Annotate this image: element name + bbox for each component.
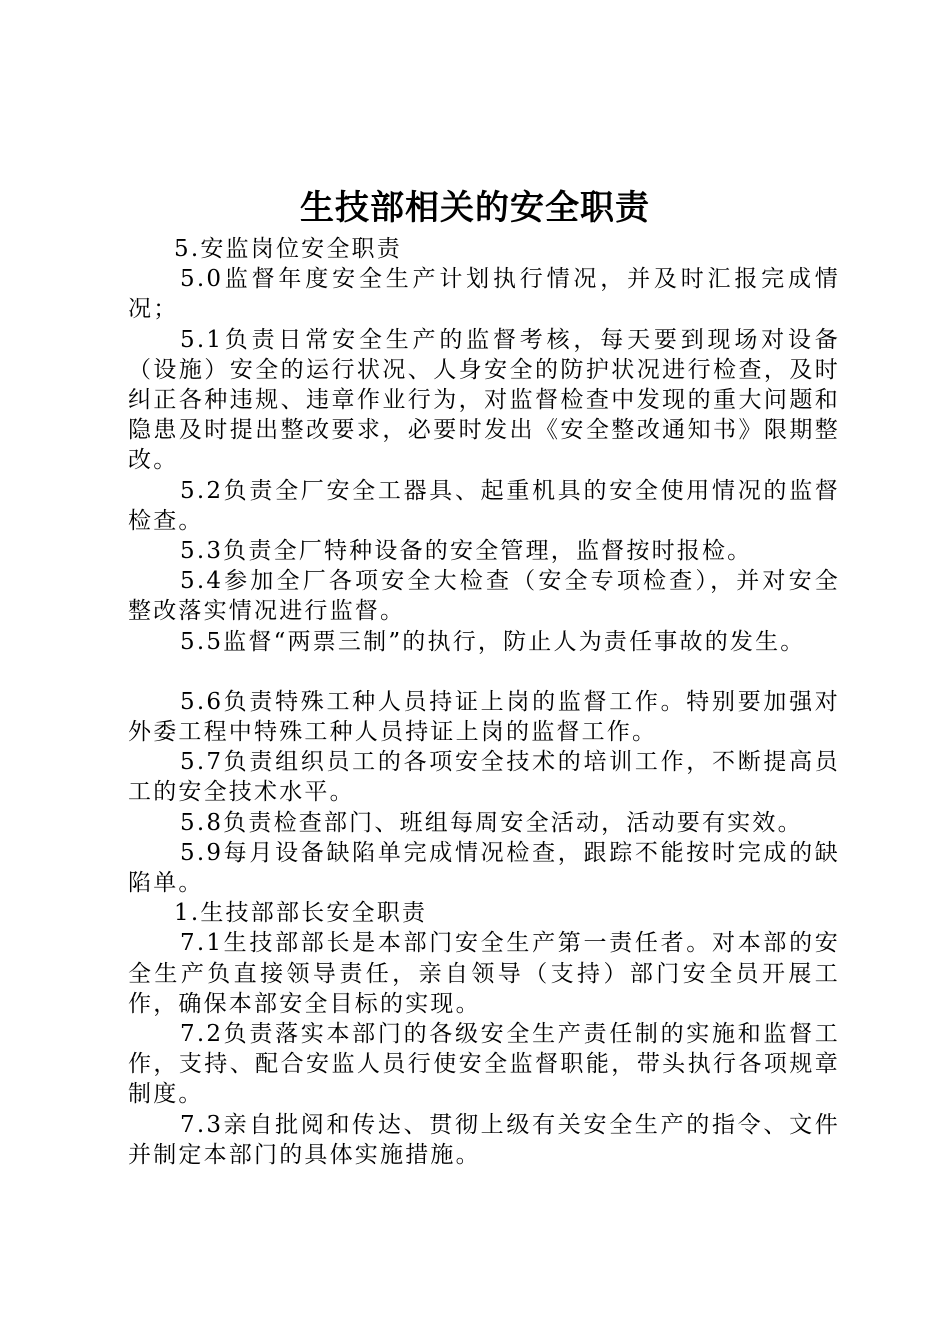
paragraph: 5.8负责检查部门、班组每周安全活动，活动要有实效。: [180, 809, 803, 836]
paragraph: 5.7负责组织员工的各项安全技术的培训工作，不断提高员工的安全技术水平。: [128, 749, 840, 806]
paragraph: 5.3负责全厂特种设备的安全管理，监督按时报检。: [180, 538, 753, 565]
section-heading: 1.生技部部长安全职责: [174, 900, 428, 927]
paragraph: 5.6负责特殊工种人员持证上岗的监督工作。特别要加强对外委工程中特殊工种人员持证上岗的监督工作。: [128, 688, 840, 746]
paragraph: 5.0监督年度安全生产计划执行情况，并及时汇报完成情况；: [128, 266, 840, 323]
paragraph: 5.1负责日常安全生产的监督考核，每天要到现场对设备（设施）安全的运行状况、人身安全的防护状况进行检查，及时纠正各种违规、违章作业行为，对监督检查中发现的重大问题和隐患及时提出整改要求，必要时发出《安全整改通知书》限期整改。: [128, 326, 840, 474]
paragraph-gap: [128, 657, 840, 687]
section-heading: 5.安监岗位安全职责: [174, 236, 402, 262]
paragraph: 5.5监督“两票三制”的执行，防止人为责任事故的发生。: [180, 628, 806, 655]
document-title: 生技部相关的安全职责: [300, 188, 650, 228]
paragraph: 5.9每月设备缺陷单完成情况检查，跟踪不能按时完成的缺陷单。: [128, 839, 840, 897]
paragraph: 7.1生技部部长是本部门安全生产第一责任者。对本部的安全生产负直接领导责任，亲自领导（支持）部门安全员开展工作，确保本部安全目标的实现。: [128, 930, 840, 1017]
paragraph: 7.2负责落实本部门的各级安全生产责任制的实施和监督工作，支持、配合安监人员行使安全监督职能，带头执行各项规章制度。: [128, 1021, 840, 1108]
paragraph: 5.4参加全厂各项安全大检查（安全专项检查），并对安全整改落实情况进行监督。: [128, 568, 840, 625]
document-body: [128, 234, 840, 1170]
paragraph: 5.2负责全厂安全工器具、起重机具的安全使用情况的监督检查。: [128, 477, 840, 534]
paragraph: 7.3亲自批阅和传达、贯彻上级有关安全生产的指令、文件并制定本部门的具体实施措施。: [128, 1111, 840, 1168]
